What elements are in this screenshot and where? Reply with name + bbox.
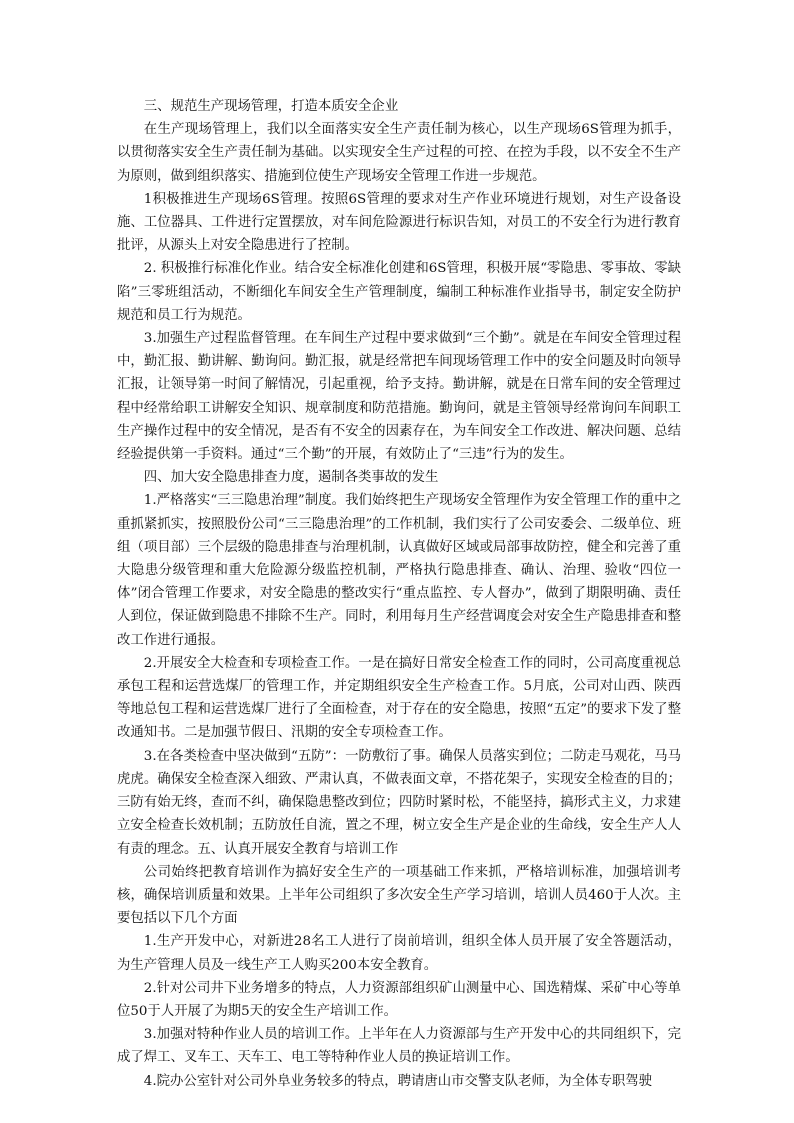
paragraph: 3.加强对特种作业人员的培训工作。上半年在人力资源部与生产开发中心的共同组织下，完成了焊工、叉车工、天车工、电工等特种作业人员的换证培训工作。	[117, 1027, 681, 1066]
paragraph: 2.开展安全大检查和专项检查工作。一是在搞好日常安全检查工作的同时，公司高度重视总承包工程和运营选煤厂的管理工作，并定期组织安全生产检查工作。5月底，公司对山西、陕西等地总包工程和运营选煤厂进行了全面检查，对于存在的安全隐患，按照“五定”的要求下发了整改通知书。二是加强节假日、汛期的安全专项检查工作。	[117, 655, 681, 741]
paragraph: 1.严格落实“三三隐患治理”制度。我们始终把生产现场安全管理作为安全管理工作的重中之重抓紧抓实，按照股份公司“三三隐患治理”的工作机制，我们实行了公司安委会、二级单位、班组（项目部）三个层级的隐患排查与治理机制，认真做好区域或局部事故防控，健全和完善了重大隐患分级管理和重大危险源分级监控机制，严格执行隐患排查、确认、治理、验收“四位一体”闭合管理工作要求，对安全隐患的整改实行“重点监控、专人督办”，做到了期限明确、责任人到位，保证做到隐患不排除不生产。同时，利用每月生产经营调度会对安全生产隐患排查和整改工作进行通报。	[117, 493, 681, 648]
paragraph: 在生产现场管理上，我们以全面落实安全生产责任制为核心，以生产现场6S管理为抓手，以贯彻落实安全生产责任制为基础。以实现安全生产过程的可控、在控为手段，以不安全不生产为原则，做到组织落实、措施到位使生产现场安全管理工作进一步规范。	[117, 122, 681, 184]
document-body	[117, 95, 681, 1093]
paragraph: 1.生产开发中心，对新进28名工人进行了岗前培训，组织全体人员开展了安全答题活动，为生产管理人员及一线生产工人购买200本安全教育。	[117, 934, 681, 973]
paragraph: 公司始终把教育培训作为搞好安全生产的一项基础工作来抓，严格培训标准，加强培训考核，确保培训质量和效果。上半年公司组织了多次安全生产学习培训，培训人员460于人次。主要包括以下几个方面	[117, 864, 681, 927]
paragraph: 2.针对公司井下业务增多的特点，人力资源部组织矿山测量中心、国选精煤、采矿中心等单位50于人开展了为期5天的安全生产培训工作。	[117, 980, 681, 1019]
paragraph: 1积极推进生产现场6S管理。按照6S管理的要求对生产作业环境进行规划，对生产设备设施、工位器具、工件进行定置摆放，对车间危险源进行标识告知，对员工的不安全行为进行教育批评，从源头上对安全隐患进行了控制。	[117, 191, 681, 254]
section-heading-4: 四、加大安全隐患排查力度，遏制各类事故的发生	[143, 470, 439, 486]
paragraph: 3.在各类检查中坚决做到“五防”：一防敷衍了事。确保人员落实到位；二防走马观花，马马虎虎。确保安全检查深入细致、严肃认真，不做表面文章，不搭花架子，实现安全检查的目的；三防有始无终，查而不纠，确保隐患整改到位；四防时紧时松，不能坚持，搞形式主义，力求建立安全检查长效机制；五防放任自流，置之不理，树立安全生产是企业的生命线，安全生产人人有责的理念。五、认真开展安全教育与培训工作	[117, 748, 681, 857]
paragraph: 3.加强生产过程监督管理。在车间生产过程中要求做到“三个勤”。就是在车间安全管理过程中，勤汇报、勤讲解、勤询问。勤汇报，就是经常把车间现场管理工作中的安全问题及时向领导汇报，让领导第一时间了解情况，引起重视，给予支持。勤讲解，就是在日常车间的安全管理过程中经常给职工讲解安全知识、规章制度和防范措施。勤询问，就是主管领导经常询问车间职工生产操作过程中的安全情况，是否有不安全的因素存在，为车间安全工作改进、解决问题、总结经验提供第一手资料。通过“三个勤”的开展，有效防止了“三违”行为的发生。	[117, 331, 681, 463]
paragraph: 2. 积极推行标准化作业。结合安全标准化创建和6S管理，积极开展“零隐患、零事故、零缺陷”三零班组活动，不断细化车间安全生产管理制度，编制工种标准作业指导书，制定安全防护规范和员工行为规范。	[117, 261, 681, 323]
paragraph: 4.院办公室针对公司外阜业务较多的特点，聘请唐山市交警支队老师，为全体专职驾驶	[143, 1073, 653, 1089]
section-heading-3: 三、规范生产现场管理，打造本质安全企业	[143, 99, 399, 114]
